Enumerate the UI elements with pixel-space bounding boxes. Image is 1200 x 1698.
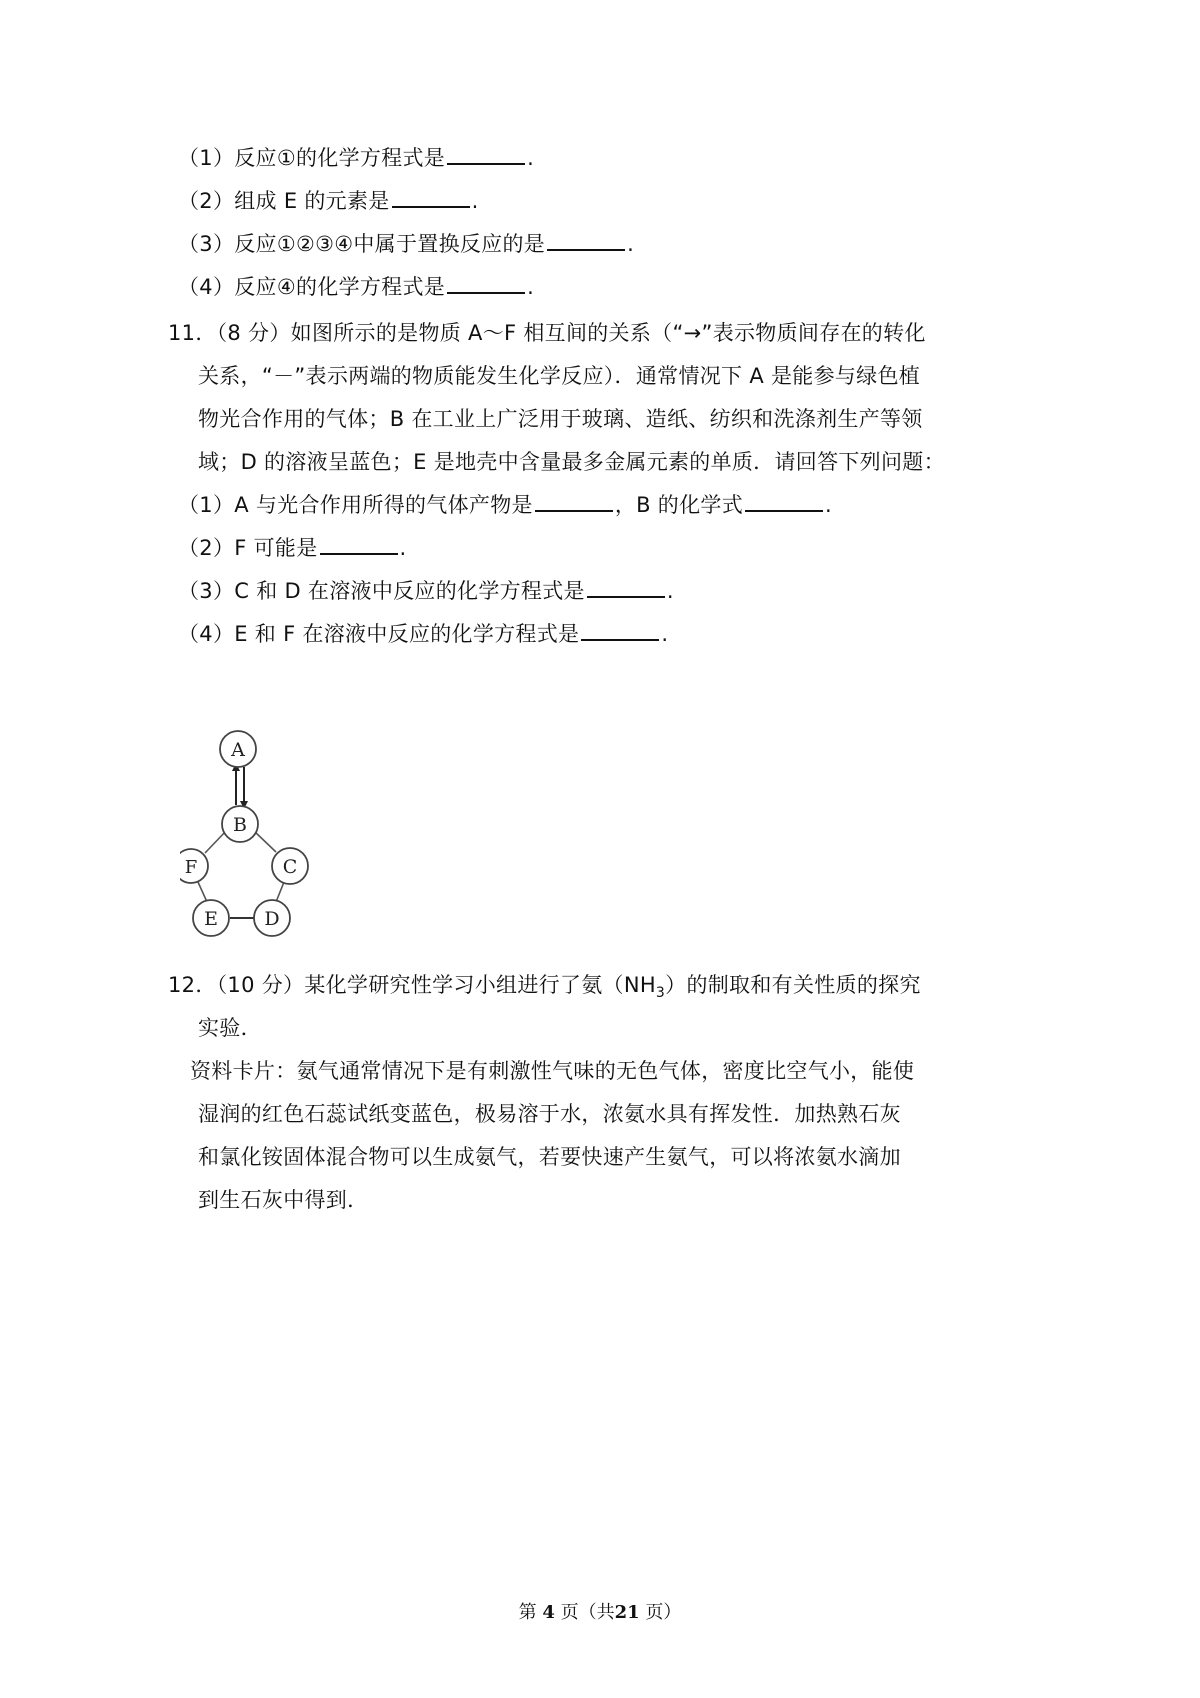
node-b	[222, 806, 258, 842]
node-label: F	[184, 857, 198, 878]
answer-blank	[447, 143, 525, 165]
answer-blank	[447, 272, 525, 294]
node-f	[180, 849, 208, 883]
q11-sub2: （2）F 可能是 .	[178, 533, 407, 563]
q10-sub1: （1）反应①的化学方程式是 .	[178, 143, 534, 173]
node-c	[272, 848, 308, 884]
q11-stem-line4: 域；D 的溶液呈蓝色；E 是地壳中含量最多金属元素的单质．请回答下列问题：	[198, 450, 945, 474]
answer-blank	[535, 490, 613, 512]
answer-blank	[392, 186, 470, 208]
q11-stem-line3: 物光合作用的气体；B 在工业上广泛用于玻璃、造纸、纺织和洗涤剂生产等领	[198, 407, 923, 431]
node-label: C	[282, 856, 298, 878]
q11-sub4: （4）E 和 F 在溶液中反应的化学方程式是 .	[178, 619, 668, 649]
answer-blank	[547, 229, 625, 251]
q10-sub2: （2）组成 E 的元素是 .	[178, 186, 479, 216]
link-b-f	[205, 831, 226, 853]
node-a	[220, 731, 256, 767]
node-e	[193, 900, 229, 936]
node-label: D	[264, 908, 280, 930]
link-f-e	[198, 882, 207, 902]
q10-sub3: （3）反应①②③④中属于置换反应的是 .	[178, 229, 634, 259]
q11-sub1: （1）A 与光合作用所得的气体产物是 ，B 的化学式 .	[178, 490, 832, 520]
node-label: B	[233, 814, 247, 836]
q12-data-card-line4: 到生石灰中得到．	[198, 1188, 369, 1212]
substance-relationship-diagram	[180, 728, 350, 948]
answer-blank	[745, 490, 823, 512]
q11-stem-line1: 11．（8 分）如图所示的是物质 A～F 相互间的关系（“→”表示物质间存在的转化	[168, 321, 926, 345]
node-label: E	[204, 908, 218, 930]
q12-data-card-line1: 资料卡片：氨气通常情况下是有刺激性气味的无色气体，密度比空气小，能使	[190, 1059, 915, 1083]
q12-stem-line2: 实验．	[198, 1016, 262, 1040]
q12-data-card-line3: 和氯化铵固体混合物可以生成氨气，若要快速产生氨气，可以将浓氨水滴加	[198, 1145, 901, 1169]
link-c-d	[276, 882, 284, 902]
answer-blank	[581, 619, 659, 641]
page-footer: 第 4 页（共21 页）	[518, 1602, 682, 1623]
link-b-c	[254, 831, 276, 852]
q10-sub4: （4）反应④的化学方程式是 .	[178, 272, 534, 302]
q12-stem-line1: 12．（10 分）某化学研究性学习小组进行了氨$(NH_3)$的制取和有关性质的探究	[168, 973, 921, 1002]
node-d	[254, 900, 290, 936]
q12-data-card-line2: 湿润的红色石蕊试纸变蓝色，极易溶于水，浓氨水具有挥发性．加热熟石灰	[198, 1102, 901, 1126]
total-pages-number: 21	[614, 1602, 640, 1623]
answer-blank	[320, 533, 398, 555]
q11-stem-line2: 关系，“－”表示两端的物质能发生化学反应）．通常情况下 A 是能参与绿色植	[198, 364, 921, 388]
current-page-number: 4	[542, 1602, 555, 1623]
answer-blank	[587, 576, 665, 598]
subscript: 3	[655, 985, 666, 1002]
node-label: A	[231, 739, 245, 761]
q11-sub3: （3）C 和 D 在溶液中反应的化学方程式是 .	[178, 576, 674, 606]
